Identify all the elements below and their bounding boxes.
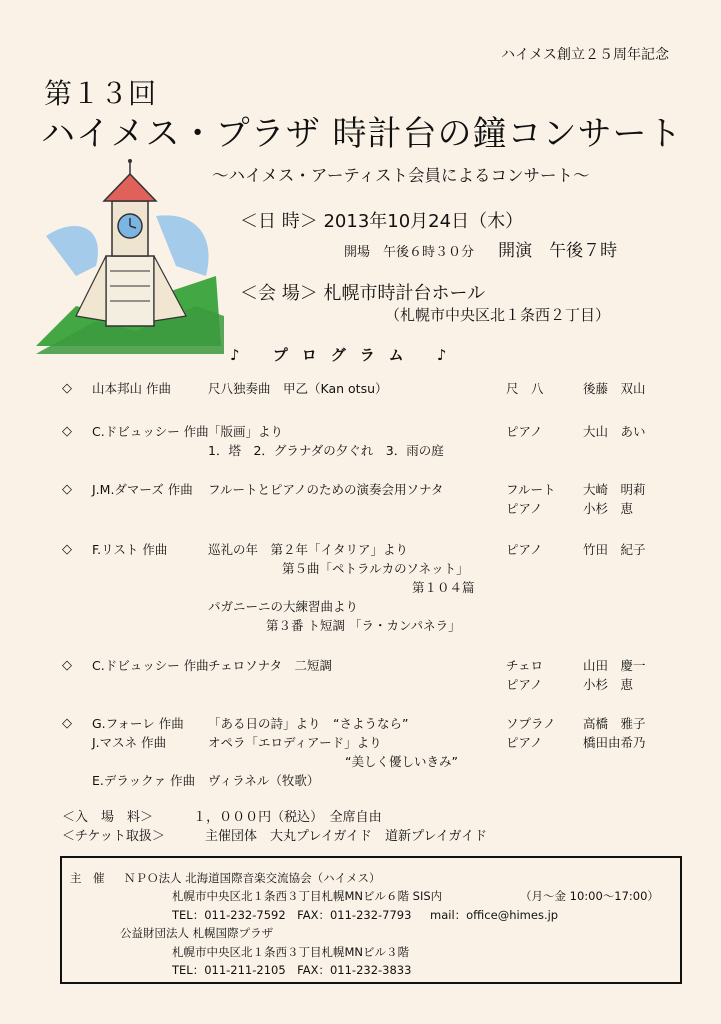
item-marker: ◇ xyxy=(62,482,72,497)
composer: C.ドビュッシー 作曲 xyxy=(92,424,209,439)
instrument: ピアノ xyxy=(506,735,543,750)
venue-row xyxy=(240,279,485,305)
performer: 高橋 雅子 xyxy=(583,716,646,731)
work-title: オペラ「エロディアード」より xyxy=(208,735,382,750)
work-title: 「ある日の詩」より “さようなら” xyxy=(208,716,409,731)
performer: 山田 慶一 xyxy=(583,658,646,673)
instrument: ピアノ xyxy=(506,424,543,439)
performer: 橋田由希乃 xyxy=(583,735,646,750)
work-title: チェロソナタ 二短調 xyxy=(208,658,333,673)
work-title: 巡礼の年 第２年「イタリア」より xyxy=(208,542,409,557)
composer: J.マスネ 作曲 xyxy=(92,735,167,750)
organizer-2-tel: TEL：011-211-2105 FAX：011-232-3833 xyxy=(172,963,412,977)
time-row xyxy=(344,236,617,261)
item-marker: ◇ xyxy=(62,424,72,439)
work-detail: パガニーニの大練習曲より xyxy=(208,599,359,614)
performer: 竹田 紀子 xyxy=(583,542,646,557)
composer: C.ドビュッシー 作曲 xyxy=(92,658,209,673)
admission-text: １，０００円（税込） 全席自由 xyxy=(193,810,382,825)
organizer-1-tel: TEL：011-232-7592 FAX：011-232-7793 xyxy=(172,908,412,922)
work-detail: 第１０４篇 xyxy=(412,580,475,595)
performer: 大山 あい xyxy=(583,424,646,439)
clock-tower-illustration xyxy=(36,156,226,356)
work-detail: 第５曲「ペトラルカのソネット」 xyxy=(282,561,469,576)
composer: E.デラックァ 作曲 xyxy=(92,773,196,788)
ticket-text: 主催団体 大丸プレイガイド 道新プレイガイド xyxy=(204,829,488,844)
work-title: フルートとピアノのための演奏会用ソナタ xyxy=(208,482,444,497)
instrument: ピアノ xyxy=(506,542,543,557)
performer: 小杉 恵 xyxy=(583,501,634,516)
composer: F.リスト 作曲 xyxy=(92,542,168,557)
date-label: ＜日 時＞ xyxy=(240,211,318,232)
instrument: ソプラノ xyxy=(506,716,556,731)
ticket-row xyxy=(62,825,487,844)
organizer-2-address: 札幌市中央区北１条西３丁目札幌MNビル３階 xyxy=(172,945,410,959)
admission-row xyxy=(62,806,382,825)
organizer-1-address: 札幌市中央区北１条西３丁目札幌MNビル６階 SIS内 xyxy=(172,889,443,903)
concert-title: ハイメス・プラザ 時計台の鐘コンサート xyxy=(41,114,683,154)
work-detail: 第３番 ト短調 「ラ・カンパネラ」 xyxy=(266,618,461,633)
composer: J.M.ダマーズ 作曲 xyxy=(92,482,193,497)
performer: 小杉 恵 xyxy=(583,677,634,692)
organizer-1-mail: mail：office@himes.jp xyxy=(430,908,559,922)
work-detail: 1．塔 2．グラナダの夕ぐれ 3．雨の庭 xyxy=(208,443,444,458)
ticket-label: ＜チケット取扱＞ xyxy=(62,829,165,844)
work-title: 尺八独奏曲 甲乙（Kan otsu） xyxy=(208,381,388,396)
admission-label: ＜入 場 料＞ xyxy=(62,810,154,825)
organizer-2-name: 公益財団法人 札幌国際プラザ xyxy=(120,926,274,940)
work-title: ヴィラネル（牧歌） xyxy=(208,773,320,788)
start-time: 開演 午後７時 xyxy=(498,241,618,261)
organizer-1-hours: （月〜金 10:00〜17:00） xyxy=(520,889,659,903)
item-marker: ◇ xyxy=(62,658,72,673)
doors-time: 開場 午後６時３０分 xyxy=(344,245,475,260)
composer: G.フォーレ 作曲 xyxy=(92,716,184,731)
organizer-label: 主 催 xyxy=(70,871,105,885)
organizer-box xyxy=(60,856,682,984)
edition-number: 第１３回 xyxy=(44,77,157,110)
performer: 大崎 明莉 xyxy=(583,482,646,497)
item-marker: ◇ xyxy=(62,381,72,396)
instrument: ピアノ xyxy=(506,677,543,692)
instrument: チェロ xyxy=(506,658,544,673)
work-title: 「版画」より xyxy=(208,424,284,439)
date-value: 2013年10月24日（木） xyxy=(323,211,524,232)
composer: 山本邦山 作曲 xyxy=(92,381,171,396)
instrument: ピアノ xyxy=(506,501,543,516)
organizer-1-name: ＮＰＯ法人 北海道国際音楽交流協会（ハイメス） xyxy=(124,871,381,885)
concert-subtitle: 〜ハイメス・アーティスト会員によるコンサート〜 xyxy=(212,166,590,185)
date-row xyxy=(240,207,523,233)
item-marker: ◇ xyxy=(62,716,72,731)
venue-address: （札幌市中央区北１条西２丁目） xyxy=(385,306,611,324)
instrument: 尺 八 xyxy=(506,381,544,396)
venue-name: 札幌市時計台ホール xyxy=(323,283,486,304)
venue-label: ＜会 場＞ xyxy=(240,283,318,304)
work-detail: “美しく優しいきみ” xyxy=(345,754,458,769)
performer: 後藤 双山 xyxy=(583,381,646,396)
item-marker: ◇ xyxy=(62,542,72,557)
anniversary-text: ハイメス創立２５周年記念 xyxy=(501,47,669,63)
program-heading: ♪ プログラム ♪ xyxy=(230,346,461,364)
instrument: フルート xyxy=(506,482,556,497)
